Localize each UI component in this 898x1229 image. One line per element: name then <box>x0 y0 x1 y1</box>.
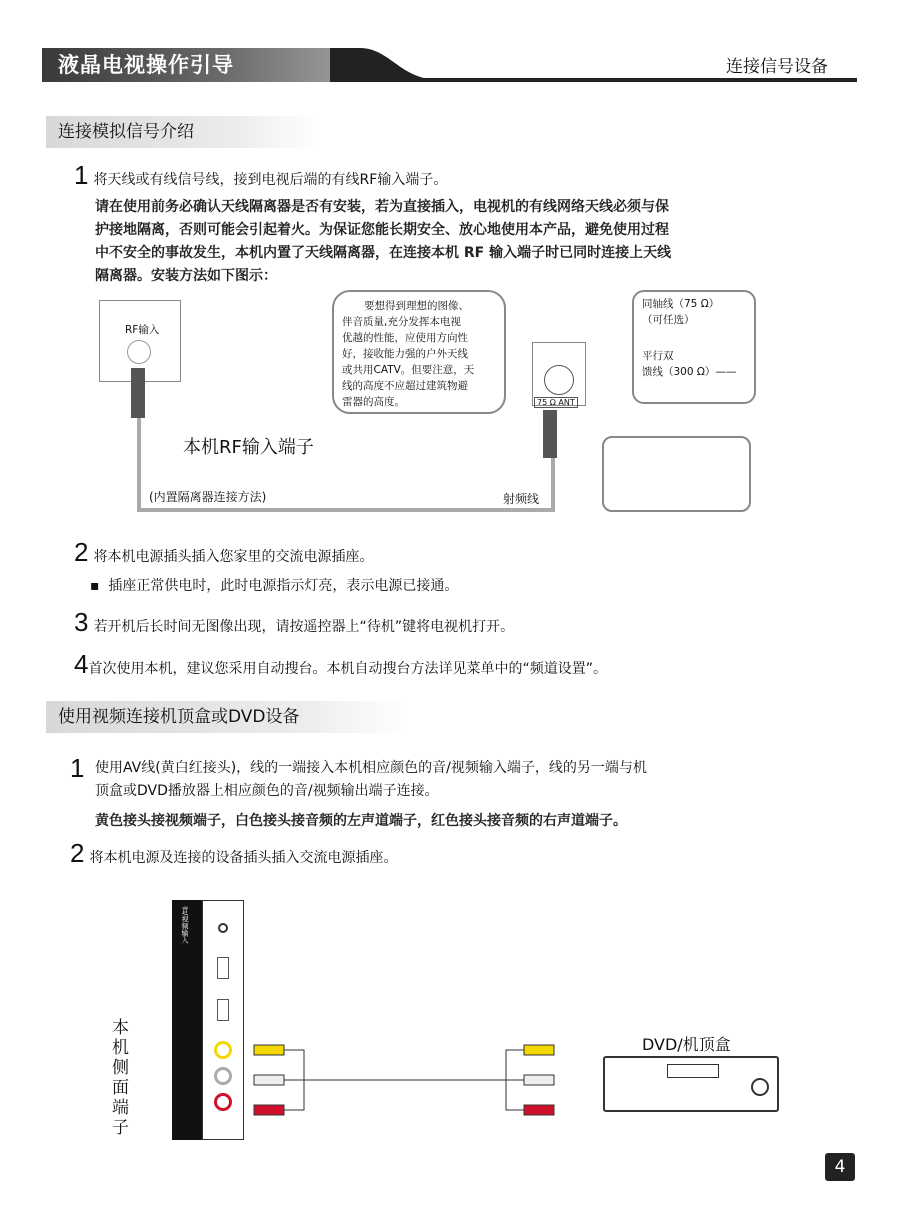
header-curve <box>330 46 450 84</box>
step-1: 1 将天线或有线信号线，接到电视后端的有线RF输入端子。 <box>74 160 448 190</box>
dvd-player-icon <box>603 1056 779 1112</box>
audio-right-jack <box>214 1093 232 1111</box>
rf-diagram: RF输入 本机RF输入端子 (内置隔离器连接方法) 射频线 要想得到理想的图像、 伴音质量,充分发挥本电视 优越的性能，应使用方向性 好，接收能力强的户外天线 或共用CATV。但要注意，天 线的高度不应超过建筑物避 雷器的高度。 75 Ω ANT 同轴线（75 Ω） （可任选） 平行双 馈线（300 Ω）—— <box>95 290 750 512</box>
av-cables <box>244 1040 584 1120</box>
usb-port[interactable] <box>217 999 229 1021</box>
section-title: 使用视频连接机顶盒或DVD设备 <box>46 701 408 733</box>
step-2: 2 将本机电源插头插入您家里的交流电源插座。 <box>74 537 374 567</box>
av-step-1: 1 <box>70 753 85 783</box>
header-section: 连接信号设备 <box>726 57 828 77</box>
rf-jack-icon <box>127 340 151 364</box>
antenna-callout: 同轴线（75 Ω） （可任选） 平行双 馈线（300 Ω）—— <box>632 290 756 404</box>
header-title: 液晶电视操作引导 <box>42 48 342 82</box>
dvd-label: DVD/机顶盒 <box>642 1035 731 1054</box>
av-out-jack <box>218 923 228 933</box>
step-3: 3 若开机后长时间无图像出现，请按遥控器上“待机”键将电视机打开。 <box>74 607 515 637</box>
side-terminal-label: 本机侧面端子 <box>112 1018 129 1138</box>
side-panel <box>202 900 244 1140</box>
advice-callout: 要想得到理想的图像、 伴音质量,充分发挥本电视 优越的性能，应使用方向性 好，接收能力强的户外天线 或共用CATV。但要注意，天 线的高度不应超过建筑物避 雷器的高度。 <box>332 290 506 414</box>
connector-callout <box>602 436 751 512</box>
step-2-bullet: ▪ 插座正常供电时，此时电源指示灯亮，表示电源已接通。 <box>90 578 459 594</box>
rf-plug-icon <box>131 368 145 418</box>
av-step-2: 2 将本机电源及连接的设备插头插入交流电源插座。 <box>70 838 398 868</box>
audio-left-jack <box>214 1067 232 1085</box>
ant-plug-icon <box>543 410 557 458</box>
video-jack <box>214 1041 232 1059</box>
section-title: 连接模拟信号介绍 <box>46 116 318 148</box>
step-4: 4首次使用本机，建议您采用自动搜台。本机自动搜台方法详见菜单中的“频道设置”。 <box>74 649 607 679</box>
usb-port[interactable] <box>217 957 229 979</box>
side-panel-labels: 音/视频输出 USB2.0 5.0V 500mA USB2.0 5.0V 500mA 视频 左声道 右声道 音/视频输入 <box>172 900 202 1140</box>
manual-page: 液晶电视操作引导 连接信号设备 连接模拟信号介绍 1 将天线或有线信号线，接到电视后端的有线RF输入端子。 请在使用前务必确认天线隔离器是否有安装，若为直接插入，电视机的有线网络天线必须与保 护接地隔离，否则可能会引起着火。为保证您能长期安全、放心地使用本产品，避免使用过程 中不安全的事故发生，本机内置了天线隔离器，在连接本机 RF 输入端子时已同时连接上天线 隔离器。安装方法如下图示： RF输入 本机RF输入端子 (内置隔离器连接方法) 射频线 要想得到理想的图像、 伴音质量,充分发挥本电视 优越的性能，应使用方向性 好，接收能力强的户外天线 或共用CATV。但要注意，天 线的高度不应超过建筑物避 雷器的高度。 75 Ω ANT 同轴线（75 Ω） （可任选） 平行双 馈线（300 Ω）—— 2 将本机电源插头插入您家里的交流电源插座。 ▪ 插座正常供电时，此时电源指示灯亮，表示电源已接通。 3 若开机后长时间无图像出现，请按遥控器上“待机”键将电视机打开。 4首次使用本机，建议您采用自动搜台。本机自动搜台方法详见菜单中的“频道设置”。 使用视频连接机顶盒或DVD设备 1 使用AV线(黄白红接头)，线的一端接入本机相应颜色的音/视频输入端子，线的另一端与机 顶盒或DVD播放器上相应颜色的音/视频输出端子连接。 黄色接头接视频端子，白色接头接音频的左声道端子，红色接头接音频的右声道端子。 2 将本机电源及连接的设备插头插入交流电源插座。 本机侧面端子 音/视频输出 USB2.0 5.0V 500mA USB2.0 5.0V 500mA 视频 左声道 右声道 音/视频输入 DVD/机顶盒 4 <box>0 0 898 1229</box>
page-number: 4 <box>825 1153 855 1181</box>
step-1-note: 请在使用前务必确认天线隔离器是否有安装，若为直接插入，电视机的有线网络天线必须与保 护接地隔离，否则可能会引起着火。为保证您能长期安全、放心地使用本产品，避免使用过程 中不安全的事故发生，本机内置了天线隔离器，在连接本机 RF 输入端子时已同时连接上天线 隔离器。安装方法如下图示： <box>95 199 672 284</box>
